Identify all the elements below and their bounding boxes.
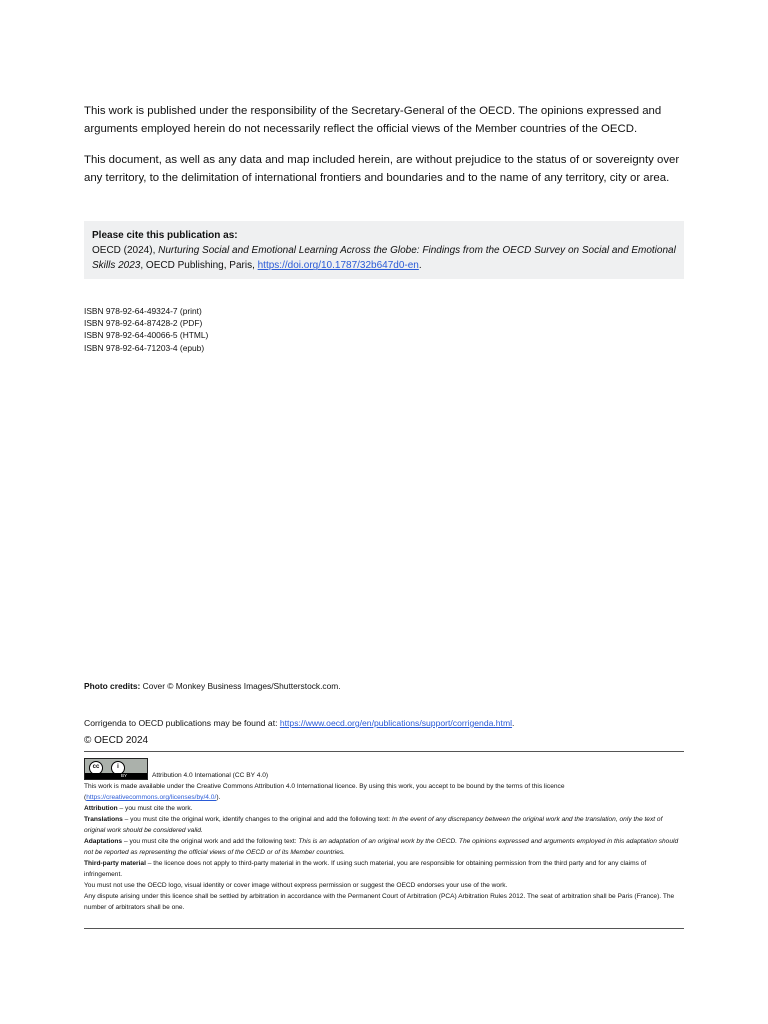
photo-credits (84, 680, 341, 692)
isbn-line: ISBN 978-92-64-87428-2 (PDF) (84, 318, 203, 329)
badge-by-text: BY (121, 773, 128, 778)
citation-title: Nurturing Social and Emotional Learning Across the Globe: Findings from the OECD Survey on Social and Emotional Skills 2023 (92, 245, 676, 272)
citation-text (92, 243, 676, 273)
citation-box (84, 221, 684, 279)
licence-dispute: Any dispute arising under this licence shall be settled by arbitration in accordance with the Permanent Court of Arbitration (PCA) Arbitration Rules 2012. The seat of arbitration shall be Paris (France). The number of arbitrators shall be one. (84, 893, 675, 911)
corrigenda (84, 717, 514, 729)
attribution-text: – you must cite the work. (117, 805, 193, 812)
disclaimer (84, 102, 684, 187)
divider (84, 751, 684, 752)
licence-badge-label: Attribution 4.0 International (CC BY 4.0) (152, 772, 269, 779)
photo-credits-text: Cover © Monkey Business Images/Shutterstock.com. (140, 681, 341, 691)
adaptations-label: Adaptations (84, 838, 123, 845)
licence-block (84, 758, 684, 913)
adaptations-italic: This is an adaptation of an original work by the OECD. The opinions expressed and arguments employed in this adaptation should not be reported as representing the official views of the OECD or of its Member countries. (84, 838, 679, 856)
licence-badge-row (84, 758, 684, 780)
thirdparty-label: Third-party material (84, 860, 146, 867)
thirdparty-text: – the licence does not apply to third-party material in the work. If using such material, you are responsible for obtaining permission from the third party and for any claims of infringement. (84, 860, 647, 878)
attribution-label: Attribution (84, 805, 118, 812)
citation-heading: Please cite this publication as: (92, 230, 238, 241)
citation-suffix: . (418, 260, 422, 272)
isbn-line: ISBN 978-92-64-49324-7 (print) (84, 306, 202, 316)
disclaimer-paragraph: This document, as well as any data and map included herein, are without prejudice to the status of or sovereignty over any territory, to the delimitation of international frontiers and boundaries and to the name of any territory, city or area. (84, 154, 680, 184)
corrigenda-suffix: . (512, 718, 515, 728)
disclaimer-paragraph: This work is published under the responsibility of the Secretary-General of the OECD. The opinions expressed and arguments employed herein do not necessarily reflect the official views of the Member countries of the OECD. (84, 105, 662, 135)
badge-band (85, 773, 147, 779)
licence-intro-text: This work is made available under the Creative Commons Attribution 4.0 International licence. By using this work, you accept to be bound by the terms of this licence ( (84, 783, 565, 801)
citation-prefix: OECD (2024), (92, 245, 159, 257)
attribution-icon: i (111, 761, 125, 775)
licence-intro (84, 781, 684, 803)
cc-icon: cc (89, 761, 103, 775)
photo-credits-label: Photo credits: (84, 681, 141, 691)
isbn-line: ISBN 978-92-64-40066-5 (HTML) (84, 330, 209, 341)
isbn-line: ISBN 978-92-64-71203-4 (epub) (84, 342, 205, 353)
translations-text: – you must cite the original work, identify changes to the original and add the following text: (122, 816, 392, 823)
corrigenda-link[interactable]: https://www.oecd.org/en/publications/support/corrigenda.html (279, 718, 513, 728)
citation-publisher: , OECD Publishing, Paris, (140, 260, 258, 272)
cc-by-badge (84, 758, 148, 780)
licence-adaptations (84, 836, 684, 858)
copyright-notice: © OECD 2024 (84, 735, 149, 746)
licence-translations (84, 814, 684, 836)
licence-intro-end: ). (216, 794, 221, 801)
translations-label: Translations (84, 816, 123, 823)
adaptations-text: – you must cite the original work and add the following text: (122, 838, 299, 845)
translations-italic: In the event of any discrepancy between the original work and the translation, only the text of original work should be considered valid. (84, 816, 663, 834)
corrigenda-text: Corrigenda to OECD publications may be found at: (84, 718, 280, 728)
licence-url-link[interactable]: https://creativecommons.org/licenses/by/4.0/ (86, 794, 217, 801)
citation-doi-link[interactable]: https://doi.org/10.1787/32b647d0-en (257, 260, 419, 272)
licence-third-party (84, 858, 684, 880)
isbn-list (84, 305, 208, 354)
licence-logo-notice: You must not use the OECD logo, visual identity or cover image without express permission or suggest the OECD endorses your use of the work. (84, 882, 508, 889)
licence-attribution (84, 803, 684, 814)
divider (84, 928, 684, 929)
